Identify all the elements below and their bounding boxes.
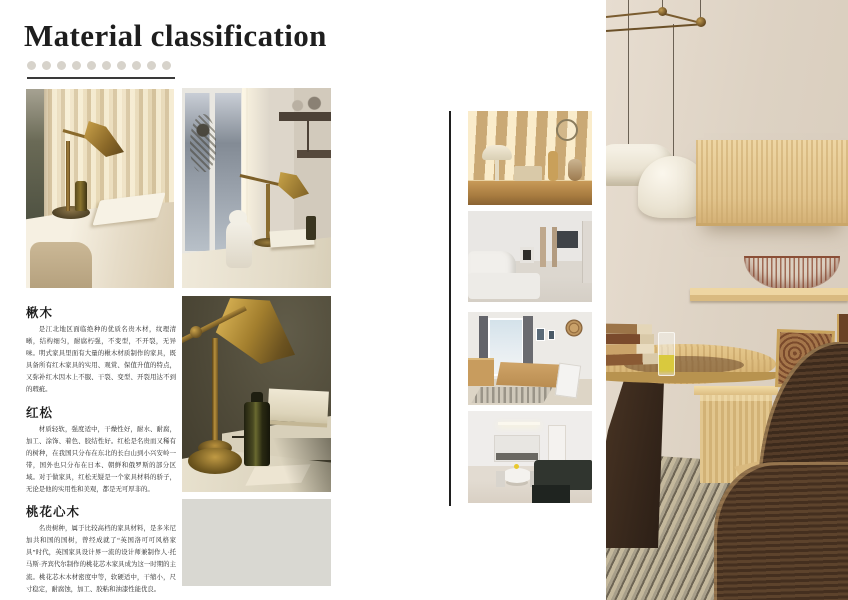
stacked-book	[606, 334, 654, 344]
ceiling-light-bar	[498, 422, 540, 425]
photo-white-living-room	[468, 211, 592, 302]
section-body-taohuaxinmu: 名贵树种，属于比较高档的家具材料，是多米尼加共和国的国树，曾经成就了“英国洛可可风格家具”时代，英国家具设计界一流的设计师兼制作人·托马斯·齐宾代尔制作的桃花芯木家具成为这一时期的主流。桃花芯木木材密度中等，软硬适中，干缩小，尺寸稳定，耐腐蚀，加工、胶粘和油漆性能优良。	[26, 525, 176, 593]
dining-chair	[496, 471, 505, 487]
drinking-glass	[658, 332, 675, 376]
decor-dot	[102, 61, 111, 70]
pendant-wire	[700, 0, 701, 18]
stacked-book	[606, 324, 652, 335]
wall-shelf-lower	[297, 150, 331, 158]
stacked-book	[606, 353, 660, 366]
wood-descriptions	[26, 297, 176, 596]
table-edge	[606, 372, 776, 383]
decor-dot-row	[27, 61, 171, 70]
wood-shelf	[690, 288, 848, 301]
white-cat-head	[229, 210, 247, 225]
page-title: Material classification	[24, 18, 327, 53]
photo-modern-interior-hero	[606, 0, 848, 600]
brass-sphere	[696, 17, 706, 27]
curtain	[540, 227, 546, 267]
shelf-items	[285, 96, 327, 112]
table-lamp	[514, 464, 519, 469]
ceramic-vase	[568, 159, 582, 181]
ribbed-chair-seat	[714, 462, 848, 600]
fireplace	[520, 247, 534, 263]
section-body-qiumu: 是江北地区面临绝种的优质名贵木材，纹理清晰，结构细匀，耐腐朽强，不变型，不开裂，无异味。明式家具里面有大量的楸木材质制作的家具，既具备所有红木家具的实用、观赏、保值升值的特点，又弥补红木因木上不服、干裂、变型、开裂用达不到的瑕疵。	[26, 326, 176, 394]
wood-cabinet	[468, 358, 494, 386]
kitchen-counter	[496, 453, 538, 460]
stacked-book	[606, 343, 654, 354]
corner-shadow	[267, 438, 331, 492]
lamp-shade	[214, 298, 304, 364]
gray-placeholder-block	[182, 499, 331, 586]
decor-dot	[162, 61, 171, 70]
glass-bottle	[306, 216, 316, 240]
floating-wood-cabinet	[696, 140, 848, 226]
wall-shelf-upper	[279, 112, 331, 121]
section-body-hongsong: 材质轻软，强度适中，干燥性好，耐水、耐腐，加工、涂饰、着色、胶结性好。红松是名贵而又稀有的树种，在我国只分布在东北的长白山到小兴安岭一带，国外也只分布在日本、朝鲜和俄罗斯的部分区域。对于做家具，红松无疑是一个家具材料的骄子，无论是他的实用性和美观，都是无可厚非的。	[26, 425, 176, 494]
wicker-wall-decor	[564, 318, 584, 338]
curtain	[552, 227, 557, 267]
dried-flowers	[548, 151, 558, 181]
copper-wire-bowl	[744, 256, 840, 290]
window-view	[26, 89, 44, 221]
patterned-rug	[471, 387, 552, 403]
photo-dining-kitchen	[468, 411, 592, 503]
dining-table	[502, 468, 532, 483]
title-underline	[27, 77, 175, 79]
photo-brass-lamp-closeup	[182, 296, 331, 492]
decor-dot	[117, 61, 126, 70]
white-chaise	[468, 273, 540, 299]
wall-art	[548, 330, 555, 340]
wall-unit	[582, 221, 592, 283]
glass-bottle	[75, 181, 87, 211]
lamp-base	[188, 448, 242, 474]
decor-dot	[42, 61, 51, 70]
mushroom-lamp	[482, 145, 512, 160]
section-heading-hongsong: 红松	[26, 405, 54, 420]
radio-box	[514, 166, 542, 181]
brass-mobile-rod	[606, 10, 664, 18]
brass-mobile-rod	[606, 23, 702, 31]
decor-dot	[27, 61, 36, 70]
section-heading-taohuaxinmu: 桃花心木	[26, 505, 81, 520]
photo-home-office	[468, 312, 592, 405]
photo-desk-lamp-curtains	[26, 89, 174, 288]
photo-sunlit-sideboard	[468, 111, 592, 205]
window-ornament	[190, 114, 216, 172]
lamp-shade	[278, 172, 309, 199]
section-heading-qiumu: 楸木	[26, 306, 54, 320]
brass-sphere	[658, 7, 667, 16]
decor-dot	[87, 61, 96, 70]
pendant-wire	[628, 0, 629, 150]
wall-art	[536, 328, 545, 341]
wood-bench-top	[694, 386, 778, 395]
decor-dot	[132, 61, 141, 70]
pendant-wire	[673, 24, 674, 164]
lamp-joint	[190, 326, 202, 338]
decor-dot	[147, 61, 156, 70]
wall-clock	[556, 119, 578, 141]
shelf-bracket	[307, 120, 309, 152]
white-cat	[226, 220, 252, 268]
chair-back	[30, 242, 92, 288]
folding-chair	[555, 363, 581, 399]
lamp-pole	[66, 141, 70, 211]
lamp-pole	[212, 338, 218, 454]
photo-window-cat-lamp	[182, 88, 331, 288]
decor-dot	[57, 61, 66, 70]
vertical-divider	[449, 111, 451, 506]
wood-sideboard	[468, 180, 592, 205]
dark-ottoman	[532, 485, 570, 503]
decor-dot	[72, 61, 81, 70]
white-book	[267, 388, 329, 427]
lamp-stem	[495, 160, 499, 181]
